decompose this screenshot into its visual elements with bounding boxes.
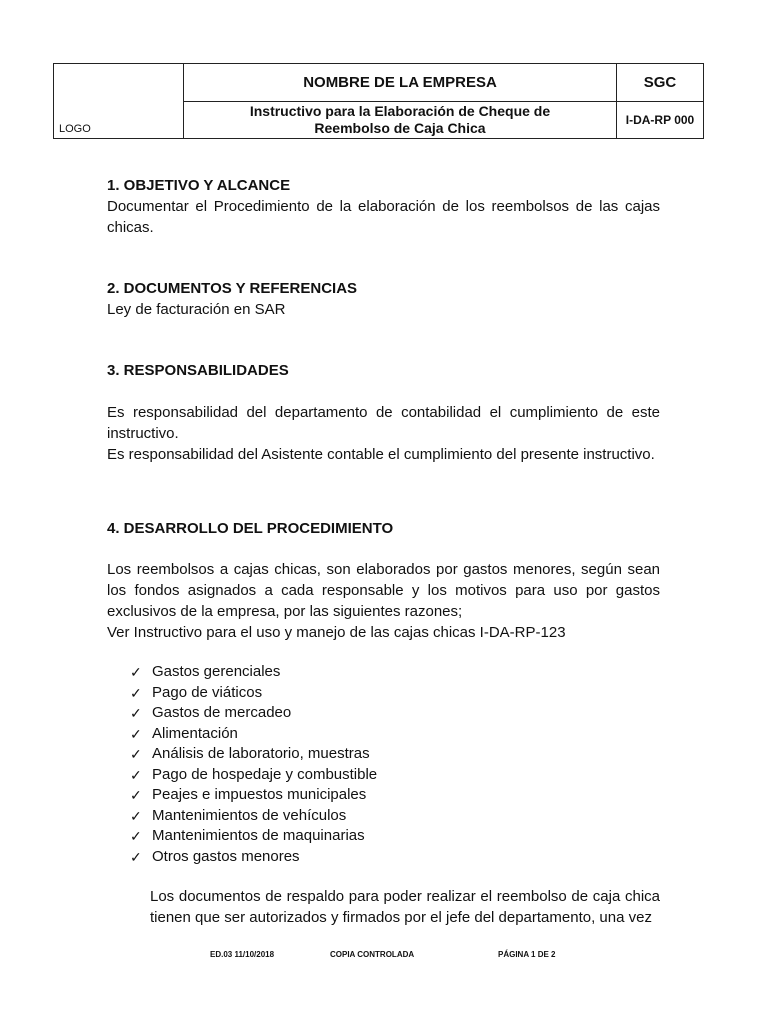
logo-placeholder: LOGO	[59, 123, 91, 135]
footer-edition: ED.03 11/10/2018	[210, 950, 275, 959]
check-mark-icon: ✓	[130, 828, 142, 844]
checklist-item: ✓ Mantenimientos de maquinarias	[130, 826, 660, 847]
expense-checklist	[107, 662, 660, 867]
section-2-body: Ley de facturación en SAR	[107, 301, 286, 318]
checklist-item: ✓ Otros gastos menores	[130, 847, 660, 868]
check-mark-icon: ✓	[130, 725, 142, 742]
section-3-paragraph-2: Es responsabilidad del Asistente contable el cumplimiento del presente instructivo.	[107, 446, 655, 463]
section-4-heading: 4. DESARROLLO DEL PROCEDIMIENTO	[107, 520, 394, 537]
check-mark-icon: ✓	[130, 766, 142, 783]
logo-cell	[54, 64, 184, 139]
section-1-heading: 1. OBJETIVO Y ALCANCE	[107, 177, 291, 194]
checklist-item: ✓ Alimentación	[130, 724, 660, 745]
checklist-item: ✓ Gastos gerenciales	[130, 662, 660, 683]
checklist-item: ✓ Mantenimientos de vehículos	[130, 806, 660, 827]
check-mark-icon: ✓	[130, 807, 142, 824]
checklist-item: ✓ Gastos de mercadeo	[130, 703, 660, 724]
checklist-item: ✓ Pago de hospedaje y combustible	[130, 765, 660, 786]
section-2-heading: 2. DOCUMENTOS Y REFERENCIAS	[107, 280, 358, 297]
check-mark-icon: ✓	[130, 705, 142, 721]
section-1-body: Documentar el Procedimiento de la elaboración de los reembolsos de las cajas chicas.	[107, 198, 660, 236]
check-mark-icon: ✓	[130, 664, 142, 680]
section-3-heading: 3. RESPONSABILIDADES	[107, 362, 289, 379]
checklist-item: ✓ Peajes e impuestos municipales	[130, 785, 660, 806]
system-label: SGC	[617, 64, 704, 102]
footer-page-number: PÁGINA 1 DE 2	[498, 950, 556, 959]
section-4-paragraph-2: Ver Instructivo para el uso y manejo de las cajas chicas I-DA-RP-123	[107, 624, 566, 641]
check-mark-icon: ✓	[130, 787, 142, 803]
check-mark-icon: ✓	[130, 848, 142, 865]
document-title-line1: Instructivo para la Elaboración de Cheque de	[249, 103, 551, 119]
check-mark-icon: ✓	[130, 746, 142, 762]
document-code: I-DA-RP 000	[617, 102, 704, 139]
document-body	[107, 175, 660, 928]
document-header-table	[53, 63, 704, 139]
footer-controlled-copy: COPIA CONTROLADA	[330, 950, 415, 959]
check-mark-icon: ✓	[130, 684, 142, 701]
checklist-item: ✓ Pago de viáticos	[130, 683, 660, 704]
document-title	[184, 102, 617, 139]
company-name: NOMBRE DE LA EMPRESA	[184, 64, 617, 102]
section-4-paragraph-1: Los reembolsos a cajas chicas, son elaborados por gastos menores, según sean los fondos asignados a cada responsable y los motivos para uso por gastos exclusivos de la empresa, por las siguientes razones;	[107, 561, 660, 620]
checklist-item: ✓ Análisis de laboratorio, muestras	[130, 744, 660, 765]
section-3-paragraph-1: Es responsabilidad del departamento de contabilidad el cumplimiento de este instructivo.	[107, 404, 660, 442]
section-4-paragraph-3: Los documentos de respaldo para poder realizar el reembolso de caja chica tienen que ser autorizados y firmados por el jefe del departamento, una vez	[150, 888, 660, 926]
document-title-line2: Reembolso de Caja Chica	[314, 120, 486, 136]
